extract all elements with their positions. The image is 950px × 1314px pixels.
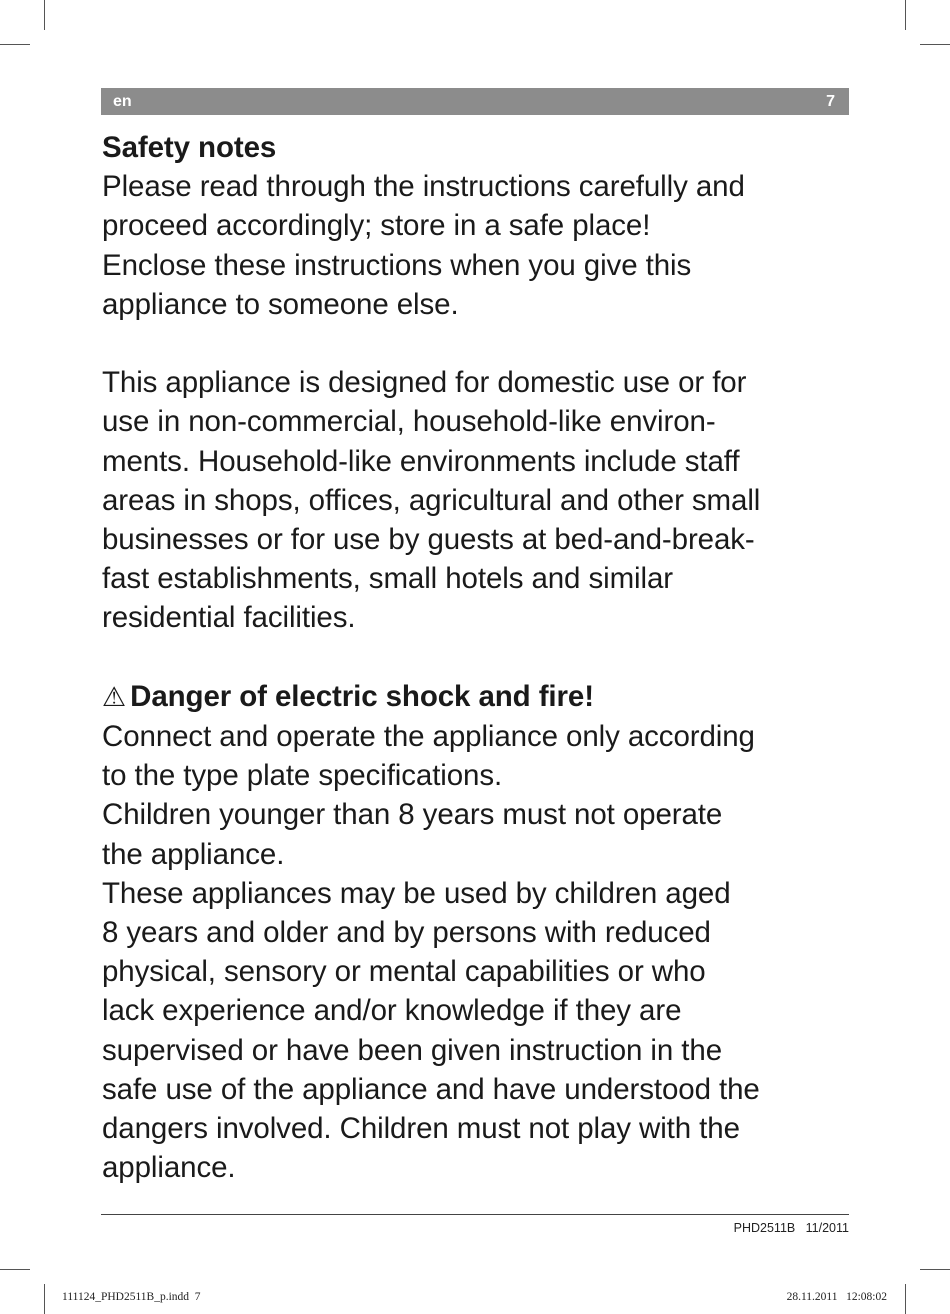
crop-mark bbox=[905, 0, 906, 30]
slug-page: 7 bbox=[194, 1291, 201, 1303]
warning-heading bbox=[102, 677, 862, 717]
page-number: 7 bbox=[826, 93, 835, 110]
paragraph-line: use in non-commercial, household-like environ- bbox=[102, 405, 716, 439]
paragraph-line: physical, sensory or mental capabilities or who bbox=[102, 955, 706, 989]
paragraph-line: areas in shops, offices, agricultural and other small bbox=[102, 483, 761, 517]
footer-date: 11/2011 bbox=[805, 1221, 849, 1235]
crop-mark bbox=[44, 1284, 45, 1314]
crop-mark bbox=[44, 0, 45, 30]
paragraph-line: businesses or for use by guests at bed-and-break- bbox=[102, 523, 755, 557]
paragraph-line: appliance. bbox=[102, 1151, 236, 1185]
crop-mark bbox=[920, 1269, 950, 1270]
paragraph-line: appliance to someone else. bbox=[102, 287, 459, 321]
paragraph-line: 8 years and older and by persons with reduced bbox=[102, 916, 711, 950]
paragraph-line: the appliance. bbox=[102, 837, 285, 871]
paragraph-line: Please read through the instructions carefully and bbox=[102, 170, 745, 204]
footer-model: PHD2511B bbox=[733, 1221, 796, 1235]
paragraph-line: lack experience and/or knowledge if they are bbox=[102, 994, 682, 1028]
paragraph-spacer bbox=[102, 638, 862, 677]
paragraph-line: fast establishments, small hotels and similar bbox=[102, 562, 673, 596]
language-code: en bbox=[113, 93, 132, 110]
print-slug-file bbox=[62, 1291, 201, 1303]
footer-model-code bbox=[734, 1221, 849, 1235]
page-header bbox=[101, 88, 849, 115]
paragraph-line: Enclose these instructions when you give this bbox=[102, 248, 692, 282]
paragraph-spacer bbox=[102, 324, 862, 363]
paragraph-line: Connect and operate the appliance only according bbox=[102, 720, 755, 754]
crop-mark bbox=[0, 1269, 30, 1270]
crop-mark bbox=[0, 44, 30, 45]
warning-title: Danger of electric shock and fire! bbox=[130, 679, 594, 713]
paragraph-line: supervised or have been given instruction in the bbox=[102, 1033, 723, 1067]
page-body bbox=[102, 128, 862, 1187]
crop-mark bbox=[905, 1284, 906, 1314]
paragraph-line: This appliance is designed for domestic use or for bbox=[102, 366, 747, 400]
footer-divider bbox=[101, 1214, 849, 1215]
paragraph-line: proceed accordingly; store in a safe place! bbox=[102, 209, 651, 243]
paragraph-line: These appliances may be used by children aged bbox=[102, 876, 731, 910]
paragraph-line: Children younger than 8 years must not operate bbox=[102, 798, 723, 832]
paragraph-line: safe use of the appliance and have understood the bbox=[102, 1072, 760, 1106]
crop-mark bbox=[920, 44, 950, 45]
paragraph-line: residential facilities. bbox=[102, 601, 356, 635]
slug-date: 28.11.2011 bbox=[786, 1291, 838, 1303]
paragraph-line: to the type plate specifications. bbox=[102, 759, 503, 793]
warning-triangle-icon: ⚠ bbox=[102, 681, 127, 712]
slug-time: 12:08:02 bbox=[846, 1291, 887, 1303]
paragraph-line: ments. Household-like environments include staff bbox=[102, 444, 740, 478]
paragraph-line: dangers involved. Children must not play with the bbox=[102, 1112, 740, 1146]
print-slug-timestamp bbox=[787, 1291, 887, 1303]
section-title: Safety notes bbox=[102, 131, 277, 164]
slug-filename: 111124_PHD2511B_p.indd bbox=[62, 1291, 190, 1303]
